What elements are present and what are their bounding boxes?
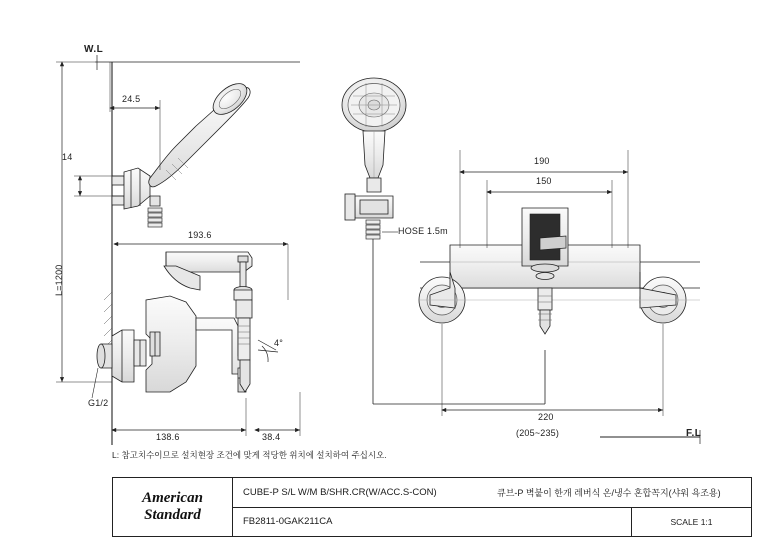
brand-logo — [113, 478, 233, 536]
title-block — [112, 477, 752, 537]
label-angle: 4° — [274, 338, 284, 348]
scale-label: SCALE 1:1 — [631, 508, 751, 537]
label-hose-length: HOSE 1.5m — [398, 226, 448, 236]
title-block-details — [233, 478, 751, 536]
dimension-14: 14 — [62, 152, 73, 162]
brand-logo-line1: American — [142, 490, 203, 506]
description-english: CUBE-P S/L W/M B/SHR.CR(W/ACC.S-CON) — [243, 486, 437, 498]
dimension-205-235: (205~235) — [516, 428, 560, 438]
description-row — [233, 478, 751, 508]
model-row — [233, 508, 751, 537]
label-floor-line: F.L — [686, 428, 702, 439]
dimension-38-4: 38.4 — [262, 432, 281, 442]
dimension-220: 220 — [538, 412, 554, 422]
dimension-24-5: 24.5 — [122, 94, 141, 104]
description-korean: 큐브-P 벽붙이 한개 레버식 온/냉수 혼합꼭지(샤워 욕조용) — [497, 487, 721, 498]
brand-logo-line2: Standard — [144, 507, 201, 523]
label-g-half: G1/2 — [88, 398, 109, 408]
dimension-193-6: 193.6 — [188, 230, 212, 240]
label-water-line: W.L — [84, 44, 104, 55]
installation-note: L: 참고치수이므로 설치현장 조건에 맞게 적당한 위치에 설치하여 주십시오. — [112, 450, 387, 460]
dimension-150: 150 — [536, 176, 552, 186]
dimension-190: 190 — [534, 156, 550, 166]
dimension-l-1200: L=1200 — [54, 264, 64, 296]
model-number: FB2811-0GAK211CA — [243, 516, 333, 528]
dimension-138-6: 138.6 — [156, 432, 180, 442]
